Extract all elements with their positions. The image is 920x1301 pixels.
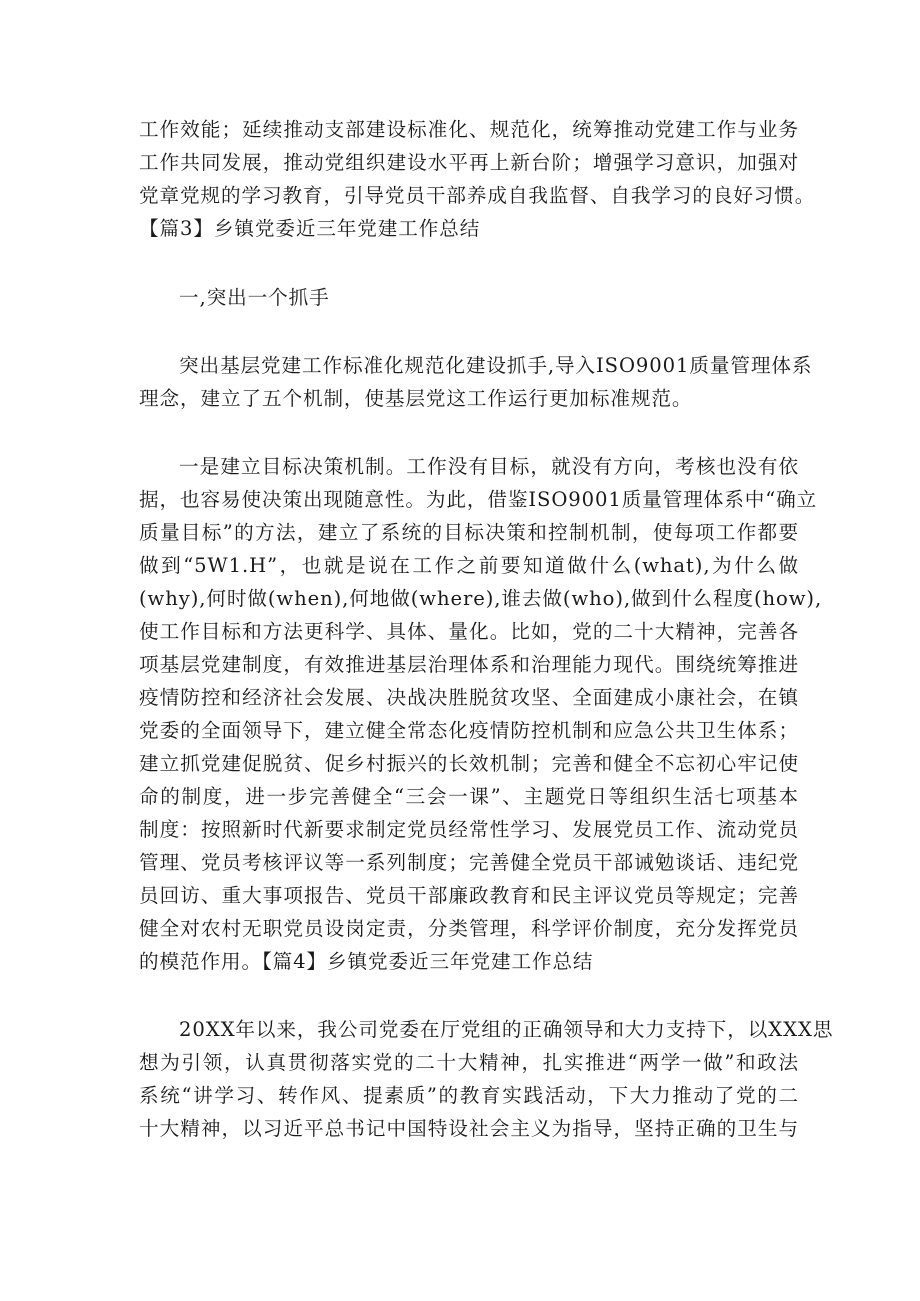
text-line: (why),何时做(when),何地做(where),谁去做(who),做到什么程度(how), (139, 587, 823, 610)
text-line: 工作共同发展，推动党组织建设水平再上新台阶；增强学习意识，加强对 (139, 151, 799, 174)
text-line: 管理、党员考核评议等一系列制度；完善健全党员干部诫勉谈话、违纪党 (139, 851, 799, 874)
text-line: 命的制度，进一步完善健全“三会一课”、主题党日等组织生活七项基本 (139, 785, 799, 808)
section-heading-4: 的模范作用。【篇4】乡镇党委近三年党建工作总结 (139, 950, 594, 973)
text-line: 建立抓党建促脱贫、促乡村振兴的长效机制；完善和健全不忘初心牢记使 (139, 752, 799, 775)
text-line: 党章党规的学习教育，引导党员干部养成自我监督、自我学习的良好习惯。 (139, 184, 816, 207)
text-line: 系统“讲学习、转作风、提素质”的教育实践活动，下大力推动了党的二 (139, 1084, 799, 1107)
text-line: 突出基层党建工作标准化规范化建设抓手,导入ISO9001质量管理体系 (179, 354, 813, 377)
text-line: 质量目标”的方法，建立了系统的目标决策和控制机制，使每项工作都要 (139, 521, 799, 544)
text-line: 工作效能；延续推动支部建设标准化、规范化，统筹推动党建工作与业务 (139, 118, 799, 141)
text-line: 理念，建立了五个机制，使基层党这工作运行更加标准规范。 (139, 387, 693, 410)
subheading: 一,突出一个抓手 (179, 286, 330, 309)
text-line: 员回访、重大事项报告、党员干部廉政教育和民主评议党员等规定；完善 (139, 884, 799, 907)
text-line: 据，也容易使决策出现随意性。为此，借鉴ISO9001质量管理体系中“确立 (139, 488, 818, 511)
text-line: 健全对农村无职党员设岗定责，分类管理，科学评价制度，充分发挥党员 (139, 917, 799, 940)
text-line: 项基层党建制度，有效推进基层治理体系和治理能力现代。围绕统筹推进 (139, 653, 799, 676)
text-line: 党委的全面领导下，建立健全常态化疫情防控机制和应急公共卫生体系； (139, 719, 799, 742)
text-line: 使工作目标和方法更科学、具体、量化。比如，党的二十大精神，完善各 (139, 620, 799, 643)
text-line: 制度：按照新时代新要求制定党员经常性学习、发展党员工作、流动党员 (139, 818, 799, 841)
text-line: 一是建立目标决策机制。工作没有目标，就没有方向，考核也没有依 (179, 455, 799, 478)
text-line: 疫情防控和经济社会发展、决战决胜脱贫攻坚、全面建成小康社会，在镇 (139, 686, 799, 709)
text-line: 20XX年以来，我公司党委在厅党组的正确领导和大力支持下，以XXX思 (179, 1018, 834, 1041)
text-line: 想为引领，认真贯彻落实党的二十大精神，扎实推进“两学一做”和政法 (139, 1051, 799, 1074)
text-line: 十大精神，以习近平总书记中国特设社会主义为指导，坚持正确的卫生与 (139, 1117, 799, 1140)
text-line: 做到“5W1.H”，也就是说在工作之前要知道做什么(what),为什么做 (139, 554, 799, 577)
section-heading-3: 【篇3】乡镇党委近三年党建工作总结 (139, 217, 481, 240)
